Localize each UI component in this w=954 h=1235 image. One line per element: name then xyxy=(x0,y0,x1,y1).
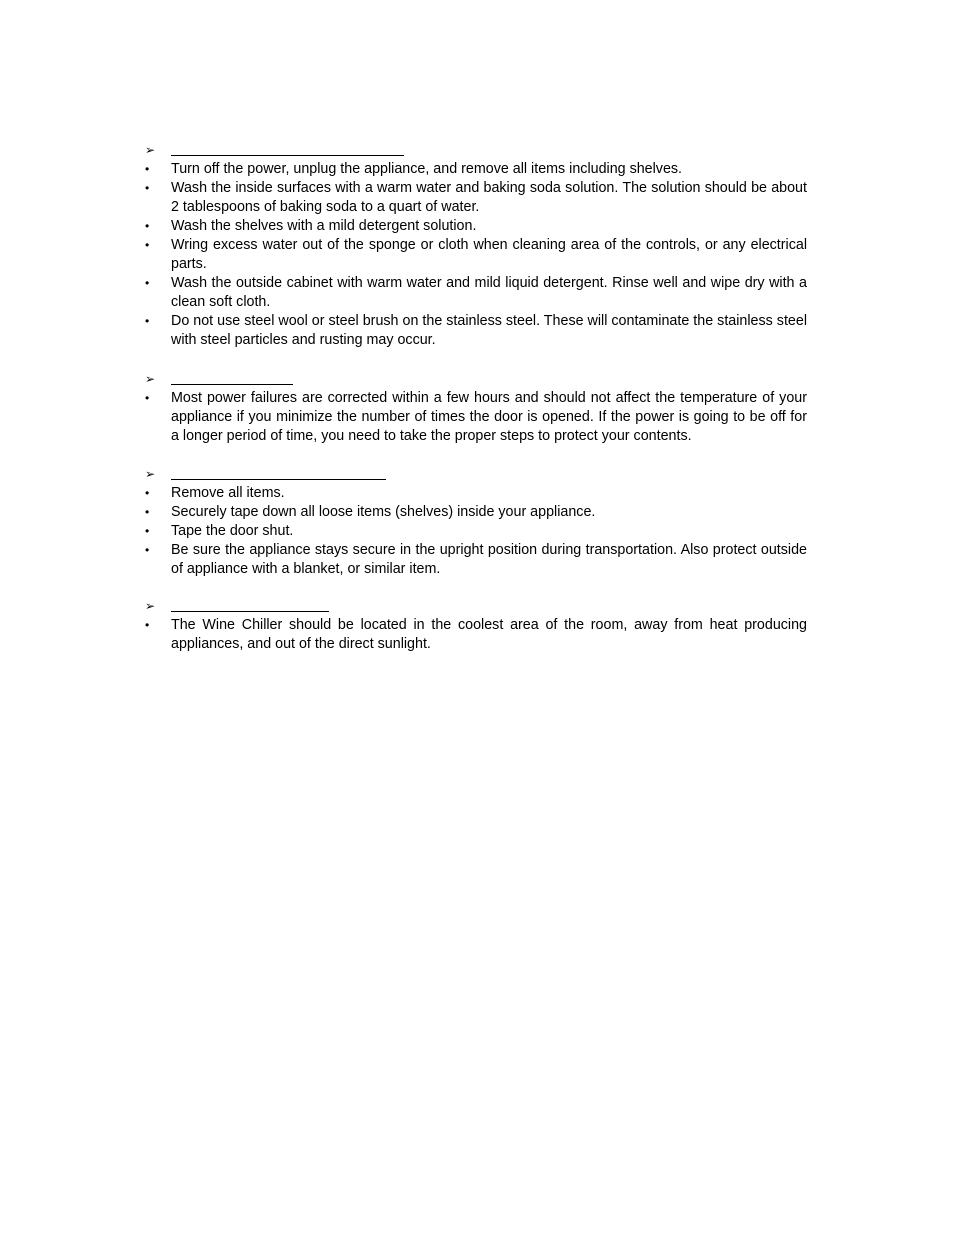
list-item-text: The Wine Chiller should be located in the coolest area of the room, away from heat producing appliances, and out of the direct sunlight. xyxy=(171,617,807,652)
list-item-text: Wash the inside surfaces with a warm water and baking soda solution. The solution should be about 2 tablespoons of baking soda to a quart of water. xyxy=(171,180,807,215)
list-item xyxy=(0,522,807,541)
list-item xyxy=(0,484,807,503)
arrow-bullet-icon: ➢ xyxy=(145,372,156,386)
bullet-icon: • xyxy=(145,543,150,557)
bullet-icon: • xyxy=(145,181,150,195)
bullet-icon: • xyxy=(145,618,150,632)
list-item xyxy=(0,217,807,236)
heading-underline xyxy=(171,479,386,480)
list-item xyxy=(0,503,807,522)
arrow-bullet-icon: ➢ xyxy=(145,467,156,481)
list-item-text: Be sure the appliance stays secure in the upright position during transportation. Also protect outside of appliance with a blanket, or similar item. xyxy=(171,542,807,577)
section-cleaning xyxy=(0,141,954,350)
list-item-text: Tape the door shut. xyxy=(171,523,294,539)
list-item xyxy=(0,160,807,179)
list-item-text: Securely tape down all loose items (shelves) inside your appliance. xyxy=(171,504,596,520)
section-heading xyxy=(0,370,954,389)
arrow-bullet-icon: ➢ xyxy=(145,599,156,613)
bullet-icon: • xyxy=(145,219,150,233)
list-item xyxy=(0,541,807,579)
list-item xyxy=(0,236,807,274)
list-item-text: Wash the outside cabinet with warm water and mild liquid detergent. Rinse well and wipe dry with a clean soft cloth. xyxy=(171,275,807,310)
bullet-icon: • xyxy=(145,486,150,500)
heading-underline xyxy=(171,384,293,385)
list-item xyxy=(0,179,807,217)
bullet-icon: • xyxy=(145,162,150,176)
section-location xyxy=(0,597,954,654)
list-item xyxy=(0,616,807,654)
section-heading xyxy=(0,465,954,484)
section-heading xyxy=(0,141,954,160)
heading-underline xyxy=(171,611,329,612)
arrow-bullet-icon: ➢ xyxy=(145,143,156,157)
bullet-icon: • xyxy=(145,391,150,405)
section-heading xyxy=(0,597,954,616)
bullet-icon: • xyxy=(145,314,150,328)
list-item xyxy=(0,312,807,350)
heading-underline xyxy=(171,155,404,156)
list-item xyxy=(0,274,807,312)
section-moving xyxy=(0,465,954,579)
list-item-text: Turn off the power, unplug the appliance, and remove all items including shelves. xyxy=(171,161,683,177)
section-power-failure xyxy=(0,370,954,446)
bullet-icon: • xyxy=(145,238,150,252)
bullet-icon: • xyxy=(145,524,150,538)
list-item xyxy=(0,389,807,446)
bullet-icon: • xyxy=(145,276,150,290)
bullet-icon: • xyxy=(145,505,150,519)
list-item-text: Remove all items. xyxy=(171,485,285,501)
list-item-text: Wring excess water out of the sponge or cloth when cleaning area of the controls, or any electrical parts. xyxy=(171,237,807,272)
list-item-text: Wash the shelves with a mild detergent solution. xyxy=(171,218,477,234)
list-item-text: Most power failures are corrected within a few hours and should not affect the temperature of your appliance if you minimize the number of times the door is opened. If the power is going to be off for a longer period of time, you need to take the proper steps to protect your contents. xyxy=(171,390,807,444)
list-item-text: Do not use steel wool or steel brush on the stainless steel. These will contaminate the stainless steel with steel particles and rusting may occur. xyxy=(171,313,807,348)
